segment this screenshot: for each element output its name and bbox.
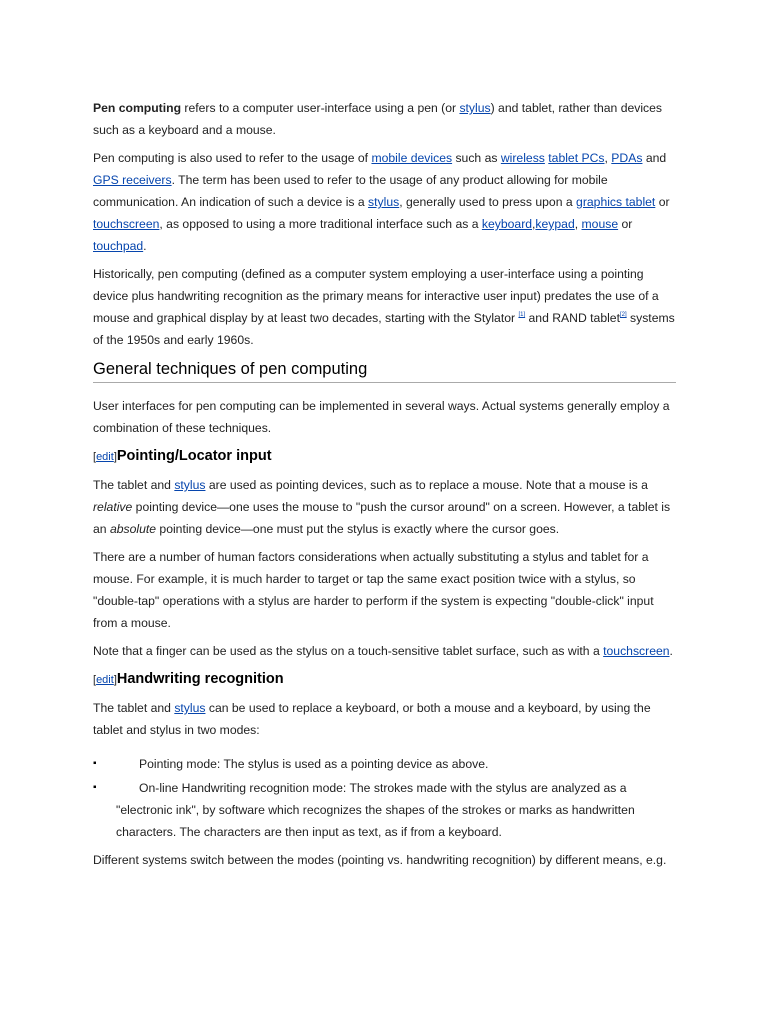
pointing-paragraph-1 [93, 474, 676, 540]
text-run: ) and tablet, rather than devices such as a keyboard and a mouse. [93, 101, 663, 137]
edit-section-link [93, 451, 117, 463]
square-bullet-icon: ▪ [93, 758, 97, 769]
bracket: [ [93, 674, 97, 686]
text-run: are used as pointing devices, such as to replace a mouse. Note that a mouse is a [205, 478, 648, 492]
link-mouse[interactable]: mouse [581, 217, 619, 231]
article [93, 97, 676, 877]
text-run: , as opposed to using a more traditional interface such as a [159, 217, 482, 231]
bracket: ] [113, 674, 117, 686]
text-run: . The term has been used to refer to the usage of any product allowing for mobile communication. An indication of such a device is a [93, 173, 608, 209]
reference-1[interactable]: [1] [518, 312, 526, 318]
text-run: , [604, 151, 612, 165]
link-keypad[interactable]: keypad [535, 217, 575, 231]
text-run: Pen computing is also used to refer to the usage of [93, 151, 372, 165]
text-run: such as [452, 151, 501, 165]
handwriting-paragraph-2: Different systems switch between the modes (pointing vs. handwriting recognition) by different means, e.g. [93, 853, 667, 867]
section-heading: General techniques of pen computing [93, 357, 676, 383]
edit-section-link [93, 674, 117, 686]
list-item-text: Pointing mode: The stylus is used as a pointing device as above. [139, 757, 489, 771]
emphasis: absolute [109, 522, 157, 536]
text-run: can be used to replace a keyboard, or both a mouse and a keyboard, by using the tablet and stylus in two modes: [93, 701, 651, 737]
text-run: , [574, 217, 582, 231]
link-stylus[interactable]: stylus [174, 701, 206, 715]
list-item [93, 753, 676, 775]
text-run: pointing device—one must put the stylus is exactly where the cursor goes. [156, 522, 560, 536]
link-gps-receivers[interactable]: GPS receivers [93, 173, 172, 187]
link-mobile-devices[interactable]: mobile devices [371, 151, 453, 165]
edit-link[interactable]: edit [96, 451, 114, 463]
link-wireless[interactable]: wireless [500, 151, 545, 165]
text-run: The tablet and [93, 701, 175, 715]
emphasis: relative [93, 500, 133, 514]
link-stylus[interactable]: stylus [368, 195, 400, 209]
pointing-paragraph-3 [93, 640, 676, 662]
text-run: Note that a finger can be used as the stylus on a touch-sensitive tablet surface, such as with a [93, 644, 604, 658]
subsection-heading-handwriting [93, 668, 676, 691]
subsection-title: Pointing/Locator input [116, 448, 272, 464]
bracket: [ [93, 451, 97, 463]
techniques-paragraph: User interfaces for pen computing can be implemented in several ways. Actual systems generally employ a combination of these techniques. [93, 399, 670, 435]
link-keyboard[interactable]: keyboard [481, 217, 533, 231]
link-touchpad[interactable]: touchpad [93, 239, 144, 253]
term-bold: Pen computing [93, 101, 182, 115]
list-item [93, 777, 676, 843]
square-bullet-icon: ▪ [93, 782, 97, 793]
text-run: The tablet and [93, 478, 175, 492]
link-tablet-pcs[interactable]: tablet PCs [548, 151, 605, 165]
reference-2[interactable]: [2] [619, 312, 627, 318]
text-run: refers to a computer user-interface using a pen (or [181, 101, 460, 115]
text-run: or [618, 217, 633, 231]
handwriting-paragraph-1 [93, 697, 676, 741]
modes-list [93, 753, 676, 843]
text-run: and RAND tablet [525, 311, 620, 325]
link-stylus[interactable]: stylus [174, 478, 206, 492]
history-paragraph [93, 263, 676, 351]
subsection-title: Handwriting recognition [116, 671, 284, 687]
edit-link[interactable]: edit [96, 674, 114, 686]
subsection-heading-pointing [93, 445, 676, 468]
text-run: . [143, 239, 147, 253]
link-touchscreen[interactable]: touchscreen [93, 217, 160, 231]
pointing-paragraph-2: There are a number of human factors considerations when actually substituting a stylus and tablet for a mouse. For example, it is much harder to target or tap the same exact position twice with a stylus, so "double-tap" operations with a stylus are harder to perform if the system is expecting "double-click" input from a mouse. [93, 550, 654, 630]
text-run: or [655, 195, 670, 209]
intro-paragraph [93, 97, 676, 141]
usage-paragraph [93, 147, 676, 257]
link-touchscreen[interactable]: touchscreen [603, 644, 670, 658]
text-run: Historically, pen computing (defined as a computer system employing a user-interface using a pointing device plus handwriting recognition as the primary means for interactive user input) predates the use of a mouse and graphical display by at least two decades, starting with the Stylator [93, 267, 659, 325]
text-run: , generally used to press upon a [399, 195, 577, 209]
list-item-text: On-line Handwriting recognition mode: The strokes made with the stylus are analyzed as a "electronic ink", by software which recognizes the shapes of the strokes or marks as handwritten characters. The characters are then input as text, as if from a keyboard. [116, 781, 635, 839]
text-run: . [669, 644, 673, 658]
link-pdas[interactable]: PDAs [611, 151, 643, 165]
text-run: systems of the 1950s and early 1960s. [93, 311, 675, 347]
link-stylus[interactable]: stylus [459, 101, 491, 115]
text-run: pointing device—one uses the mouse to "push the cursor around" on a screen. However, a tablet is an [93, 500, 671, 536]
link-graphics-tablet[interactable]: graphics tablet [576, 195, 656, 209]
text-run: , [532, 217, 536, 231]
bracket: ] [113, 451, 117, 463]
text-run: and [642, 151, 667, 165]
